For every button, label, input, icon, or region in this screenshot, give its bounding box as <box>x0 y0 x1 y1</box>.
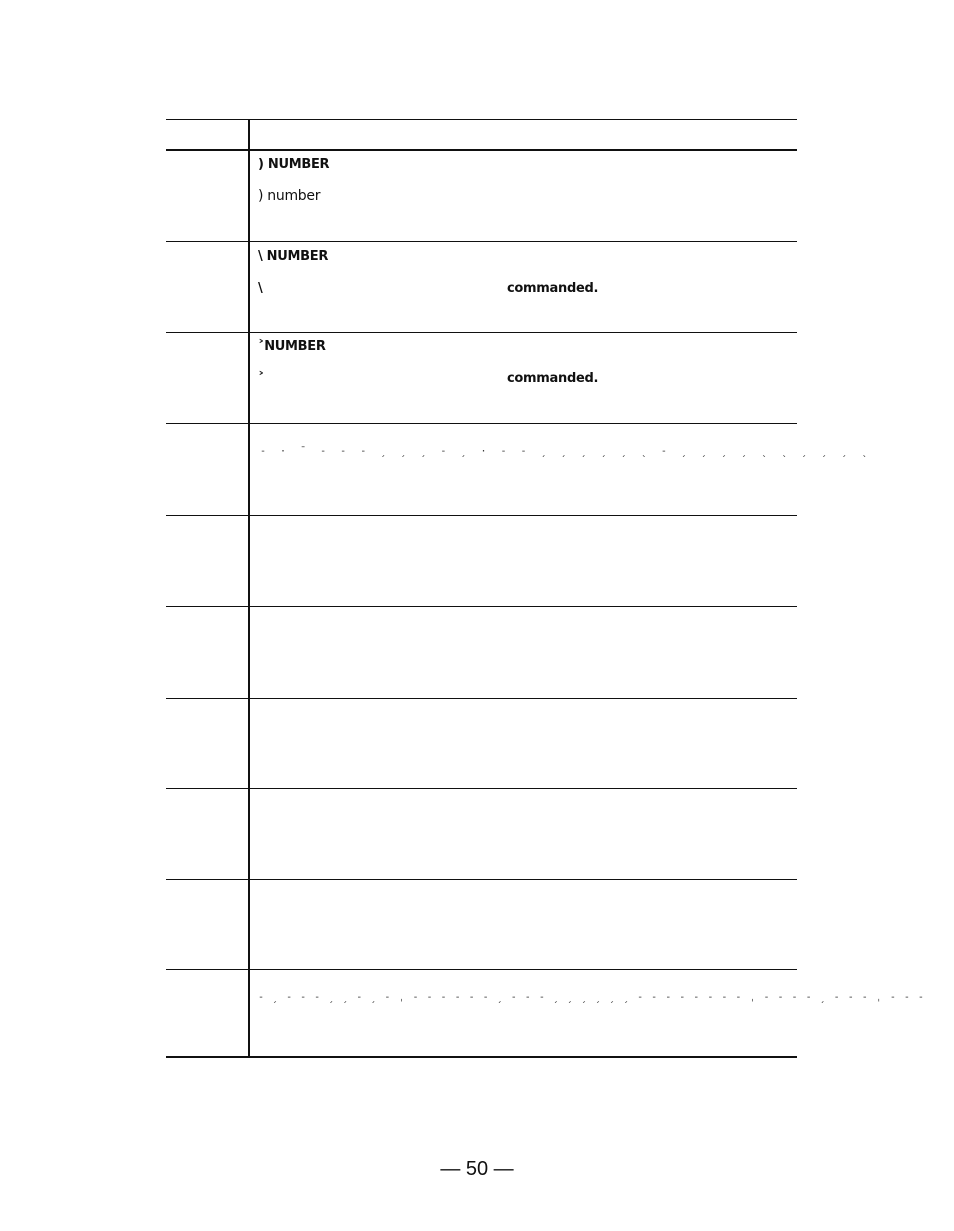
row-2-line-2-tail: commanded. <box>507 281 599 296</box>
row-2-line-2: \ <box>258 281 263 296</box>
row-2-line-1: \ NUMBER <box>258 249 329 264</box>
row-divider <box>166 788 797 789</box>
row-3-line-2-tail: commanded. <box>507 371 599 386</box>
row-divider <box>166 515 797 516</box>
row-divider <box>166 698 797 699</box>
row-10-faint-text: - ˏ - - - ˏ ˏ - ˏ - ˌ - - - - - - ˏ - - - ˏ ˏ ˏ ˏ ˏ ˏ - - - - - - - - ˌ - - - - ˏ - - - ˌ - - - <box>258 992 925 1003</box>
row-divider <box>166 969 797 970</box>
table-bottom-rule <box>166 1056 797 1058</box>
row-divider <box>166 332 797 333</box>
row-divider <box>166 423 797 424</box>
table-top-rule <box>166 119 797 120</box>
column-separator <box>248 119 250 1057</box>
row-divider <box>166 879 797 880</box>
row-divider <box>166 606 797 607</box>
row-3-line-2: ˃ <box>258 371 265 386</box>
row-3-line-1: ˃NUMBER <box>258 339 326 354</box>
row-1-line-2: ) number <box>258 188 321 204</box>
page-number: — 50 — <box>440 1158 514 1180</box>
row-divider <box>166 241 797 242</box>
table-header-rule <box>166 149 797 151</box>
row-4-faint-text: - · ˉ - - - ˏ ˏ ˏ - ˏ · - - ˏ ˏ ˏ ˏ ˏ ˎ - ˏ ˏ ˏ ˏ ˎ ˎ ˏ ˏ ˏ ˎ <box>260 446 872 457</box>
row-1-line-1: ) NUMBER <box>258 157 330 172</box>
